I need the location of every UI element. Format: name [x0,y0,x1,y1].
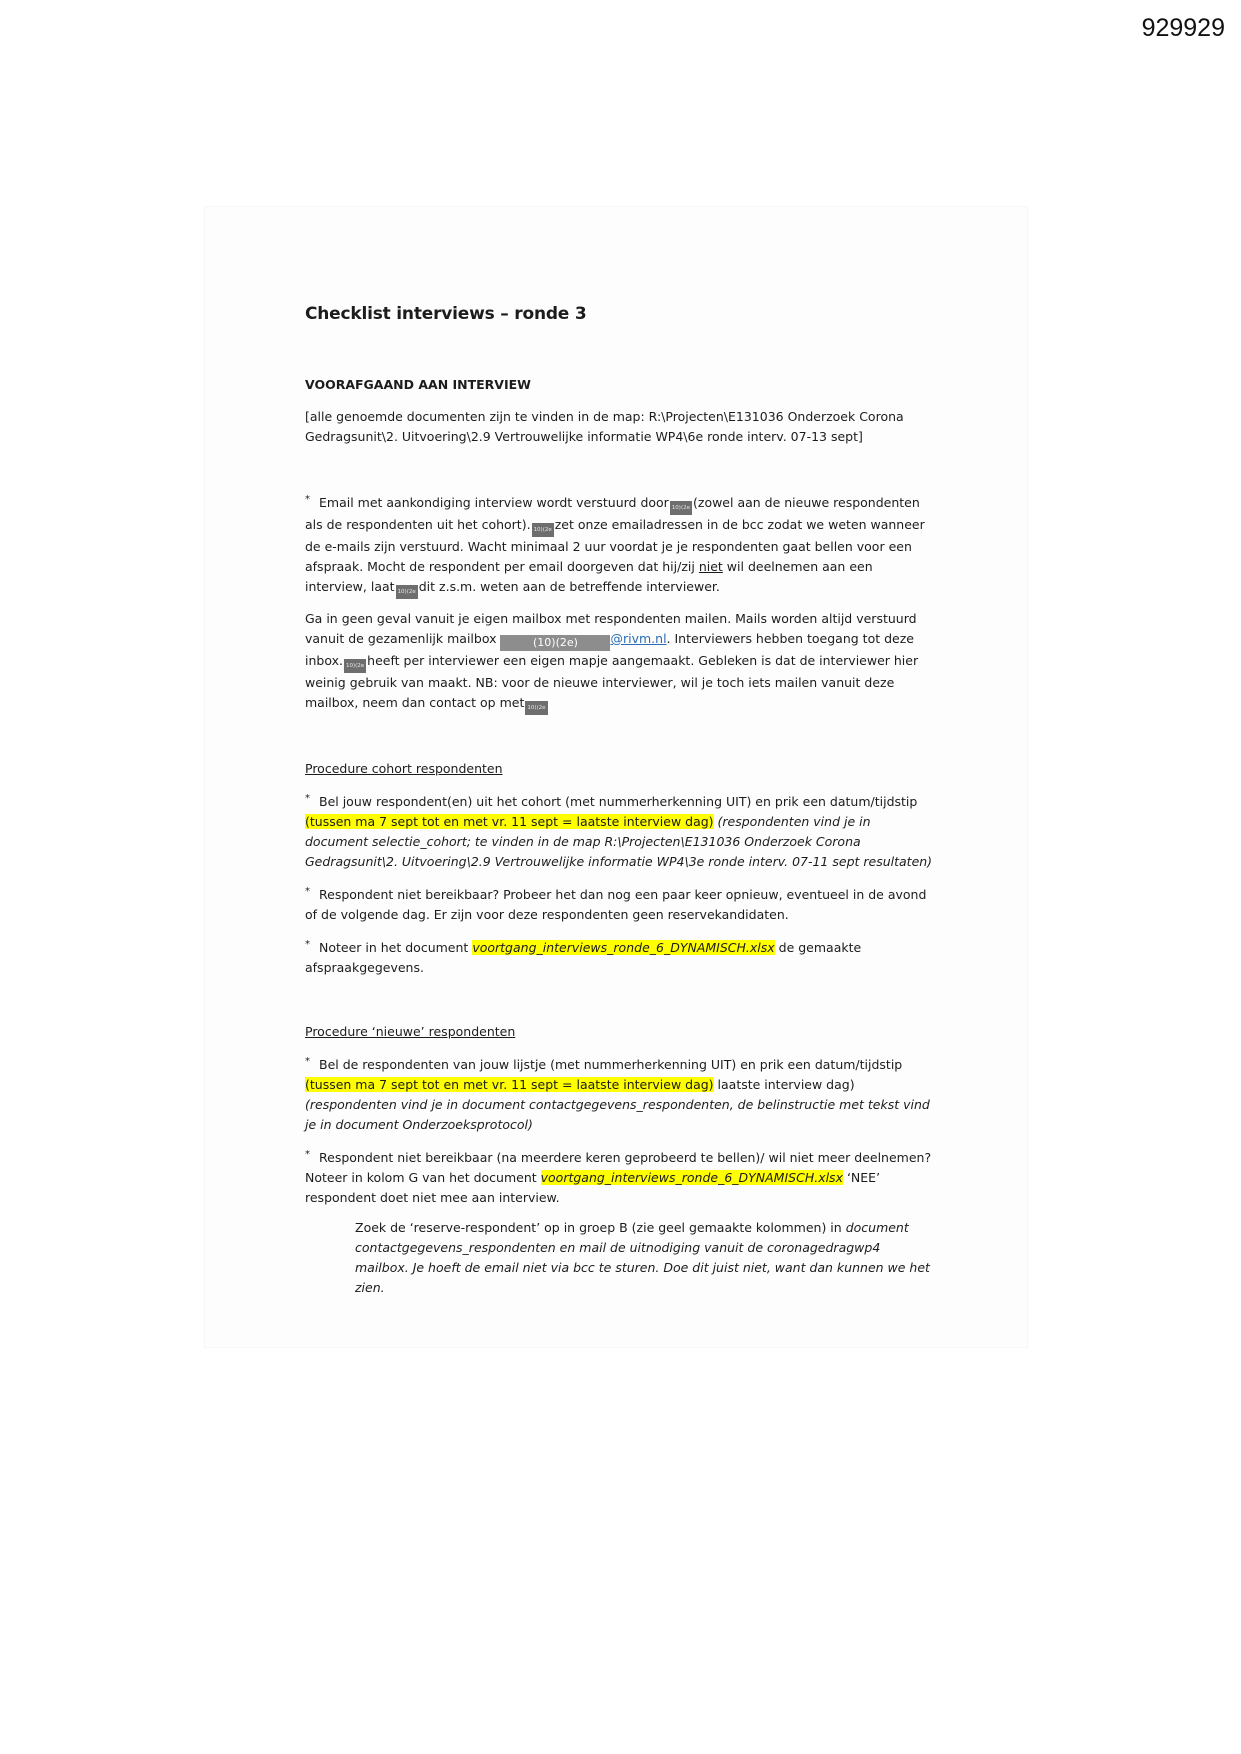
bullet-text: wil deelnemen aan een interview, laat [305,559,873,594]
redaction-box: 10)(2e [525,701,547,715]
redaction-box: 10)(2e [396,585,418,599]
bullet-text: Bel de respondenten van jouw lijstje (met nummerherkenning UIT) en prik een datum/tijdstip [319,1057,903,1072]
italic-text: (respondenten vind je in document contactgegevens_respondenten, de belinstructie met tekst vind je in document Onderzoeksprotocol) [305,1097,930,1132]
bullet-marker: * [305,1149,310,1160]
highlighted-filename: voortgang_interviews_ronde_6_DYNAMISCH.xlsx [540,1170,843,1185]
document-content [305,300,937,1298]
highlighted-text: (tussen ma 7 sept tot en met vr. 11 sept = laatste interview dag) [305,1077,714,1092]
intro-paragraph: [alle genoemde documenten zijn te vinden in de map: R:\Projecten\E131036 Onderzoek Corona Gedragsunit\2. Uitvoering\2.9 Vertrouwelijke informatie WP4\6e ronde interv. 07-13 sept] [305,409,904,444]
bullet-marker: * [305,793,310,804]
bullet-nieuwe-unreachable [305,1145,937,1208]
bullet-text: zet onze emailadressen in de bcc zodat we weten wanneer de e-mails zijn verstuurd. Wacht minimaal 2 uur voordat je je respondenten gaat bellen voor een afspraak. Mocht de respondent per email doorgeven dat hij/zij [305,517,925,574]
redaction-box: 10)(2e [532,523,554,537]
section-heading-voorafgaand: VOORAFGAAND AAN INTERVIEW [305,377,531,392]
italic-text: document contactgegevens_respondenten en mail de uitnodiging vanuit de coronagedragwp4 mailbox. Je hoeft de email niet via bcc te sturen. Doe dit juist niet, want dan kunnen we het zien. [355,1220,930,1295]
paragraph-text: . Interviewers hebben toegang tot deze inbox. [305,631,914,668]
bullet-text: Respondent niet bereikbaar (na meerdere keren geprobeerd te bellen)/ wil niet meer deelnemen? Noteer in kolom G van het document [305,1150,932,1185]
email-link[interactable]: @rivm.nl [610,631,667,646]
bullet-marker: * [305,886,310,897]
redaction-box: 10)(2e [344,659,366,673]
bullet-text: Bel jouw respondent(en) uit het cohort (met nummerherkenning UIT) en prik een datum/tijdstip [319,794,918,809]
bullet-cohort-note [305,935,937,978]
bullet-text: ‘NEE’ respondent doet niet mee aan interview. [305,1170,881,1205]
indented-reserve-paragraph [355,1218,937,1298]
bullet-marker: * [305,1056,310,1067]
bullet-cohort-unreachable [305,882,937,925]
bullet-text: Email met aankondiging interview wordt verstuurd door [319,495,669,510]
bullet-text: de gemaakte afspraakgegevens. [305,940,862,975]
section-heading-cohort: Procedure cohort respondenten [305,761,503,776]
paragraph-text: heeft per interviewer een eigen mapje aangemaakt. Gebleken is dat de interviewer hier weinig gebruik van maakt. NB: voor de nieuwe interviewer, wil je toch iets mailen vanuit deze mailbox, neem dan contact op met [305,653,919,710]
paragraph-text: Zoek de ‘reserve-respondent’ op in groep B (zie geel gemaakte kolommen) in [355,1220,846,1235]
redaction-box-wide: (10)(2e) [500,635,610,651]
bullet-text: dit z.s.m. weten aan de betreffende interviewer. [418,579,720,594]
bullet-marker: * [305,494,310,505]
paragraph-text: Ga in geen geval vanuit je eigen mailbox met respondenten mailen. Mails worden altijd verstuurd vanuit de gezamenlijk mailbox [305,611,917,646]
bullet-cohort-call [305,789,937,872]
bullet-nieuwe-call [305,1052,937,1135]
redaction-box: 10)(2e [670,501,692,515]
bullet-email-announcement [305,490,937,599]
underlined-word: niet [698,559,723,574]
bullet-marker: * [305,939,310,950]
italic-text: (respondenten vind je in document selectie_cohort; te vinden in de map R:\Projecten\E131036 Onderzoek Corona Gedragsunit\2. Uitvoering\2.9 Vertrouwelijke informatie WP4\3e ronde interv. 07-11 sept resultaten) [305,814,933,869]
document-number: 929929 [1141,14,1225,42]
section-heading-nieuwe: Procedure ‘nieuwe’ respondenten [305,1024,516,1039]
bullet-text: Respondent niet bereikbaar? Probeer het dan nog een paar keer opnieuw, eventueel in de avond of de volgende dag. Er zijn voor deze respondenten geen reservekandidaten. [305,887,927,922]
highlighted-text: (tussen ma 7 sept tot en met vr. 11 sept = laatste interview dag) [305,814,714,829]
bullet-text: Noteer in het document [319,940,469,955]
highlighted-filename: voortgang_interviews_ronde_6_DYNAMISCH.xlsx [472,940,775,955]
bullet-text: laatste interview dag) [713,1077,855,1092]
bullet-text: (zowel aan de nieuwe respondenten als de respondenten uit het cohort). [305,495,920,532]
mailbox-paragraph [305,609,937,715]
document-title: Checklist interviews – ronde 3 [305,304,587,324]
